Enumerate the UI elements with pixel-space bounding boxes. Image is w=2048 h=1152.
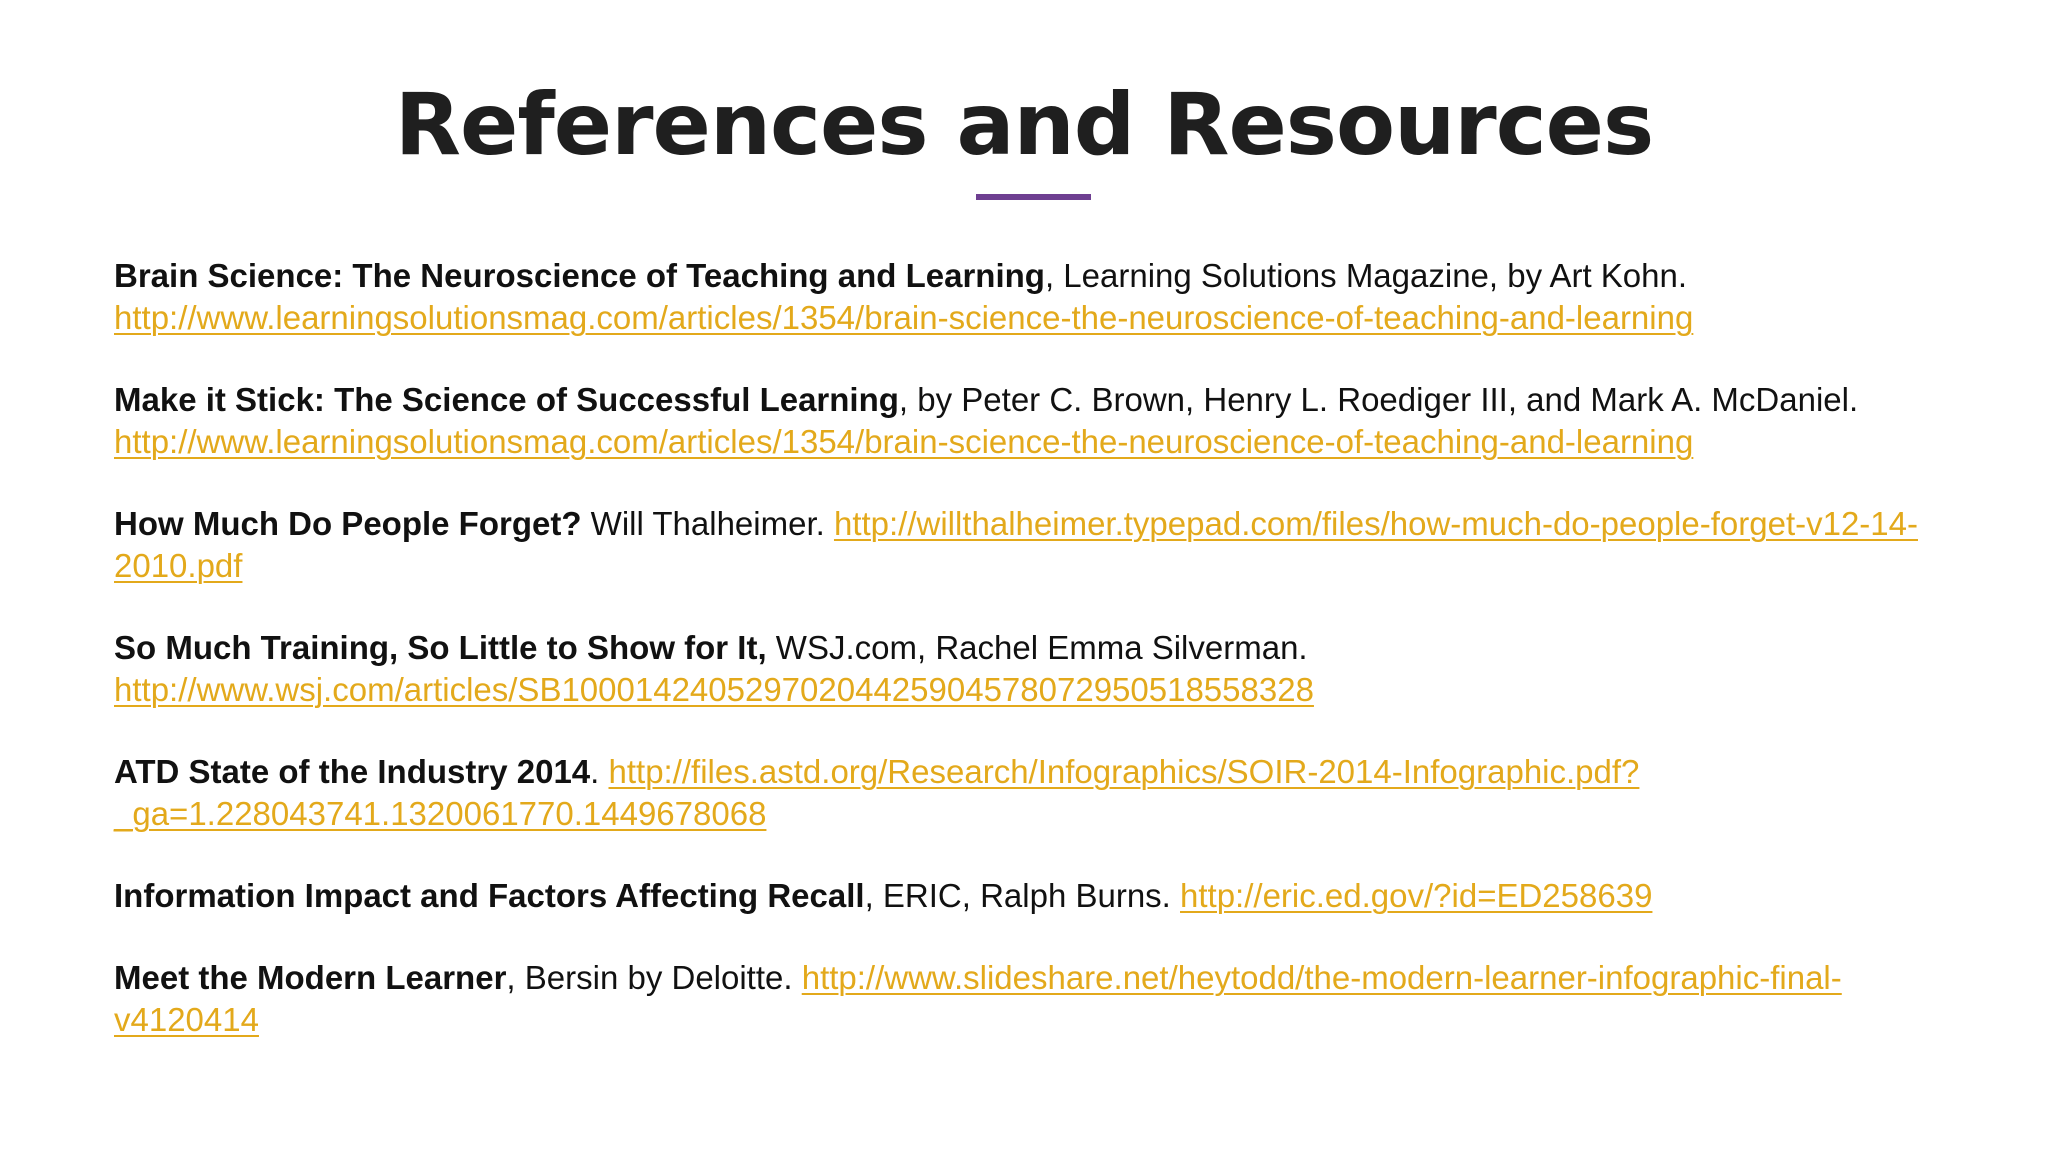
- reference-title: How Much Do People Forget?: [114, 505, 582, 542]
- reference-link[interactable]: http://files.astd.org/Research/Infographics/SOIR-2014-Infographic.pdf?_ga=1.228043741.1320061770.1449678068: [114, 753, 1640, 832]
- reference-link[interactable]: http://www.learningsolutionsmag.com/articles/1354/brain-science-the-neuroscience-of-teaching-and-learning: [114, 423, 1694, 460]
- reference-link[interactable]: http://www.learningsolutionsmag.com/articles/1354/brain-science-the-neuroscience-of-teaching-and-learning: [114, 299, 1694, 336]
- reference-link[interactable]: http://www.slideshare.net/heytodd/the-modern-learner-infographic-final-v4120414: [114, 959, 1842, 1038]
- reference-item: [114, 627, 1944, 711]
- reference-details: Will Thalheimer.: [581, 505, 834, 542]
- reference-item: [114, 875, 1944, 917]
- reference-details: , ERIC, Ralph Burns.: [864, 877, 1181, 914]
- reference-details: WSJ.com, Rachel Emma Silverman.: [766, 629, 1308, 666]
- reference-title: Meet the Modern Learner: [114, 959, 507, 996]
- reference-item: [114, 255, 1944, 339]
- title-divider: [976, 194, 1091, 200]
- reference-details: , Learning Solutions Magazine, by Art Kohn.: [1044, 257, 1688, 294]
- references-list: [114, 255, 1944, 1081]
- reference-title: Brain Science: The Neuroscience of Teaching and Learning: [114, 257, 1045, 294]
- reference-title: Make it Stick: The Science of Successful Learning: [114, 381, 899, 418]
- reference-item: [114, 503, 1944, 587]
- reference-details: .: [590, 753, 609, 790]
- reference-title: Information Impact and Factors Affecting Recall: [114, 877, 865, 914]
- reference-link[interactable]: http://eric.ed.gov/?id=ED258639: [1180, 877, 1653, 914]
- reference-title: So Much Training, So Little to Show for It,: [114, 629, 767, 666]
- reference-link[interactable]: http://www.wsj.com/articles/SB10001424052970204425904578072950518558328: [114, 671, 1314, 708]
- page-title: References and Resources: [394, 75, 1654, 175]
- reference-details: , Bersin by Deloitte.: [506, 959, 802, 996]
- reference-link[interactable]: http://willthalheimer.typepad.com/files/how-much-do-people-forget-v12-14-2010.pdf: [114, 505, 1918, 584]
- reference-item: [114, 751, 1944, 835]
- reference-details: , by Peter C. Brown, Henry L. Roediger III, and Mark A. McDaniel.: [898, 381, 1859, 418]
- reference-item: [114, 957, 1944, 1041]
- reference-item: [114, 379, 1944, 463]
- reference-title: ATD State of the Industry 2014: [114, 753, 591, 790]
